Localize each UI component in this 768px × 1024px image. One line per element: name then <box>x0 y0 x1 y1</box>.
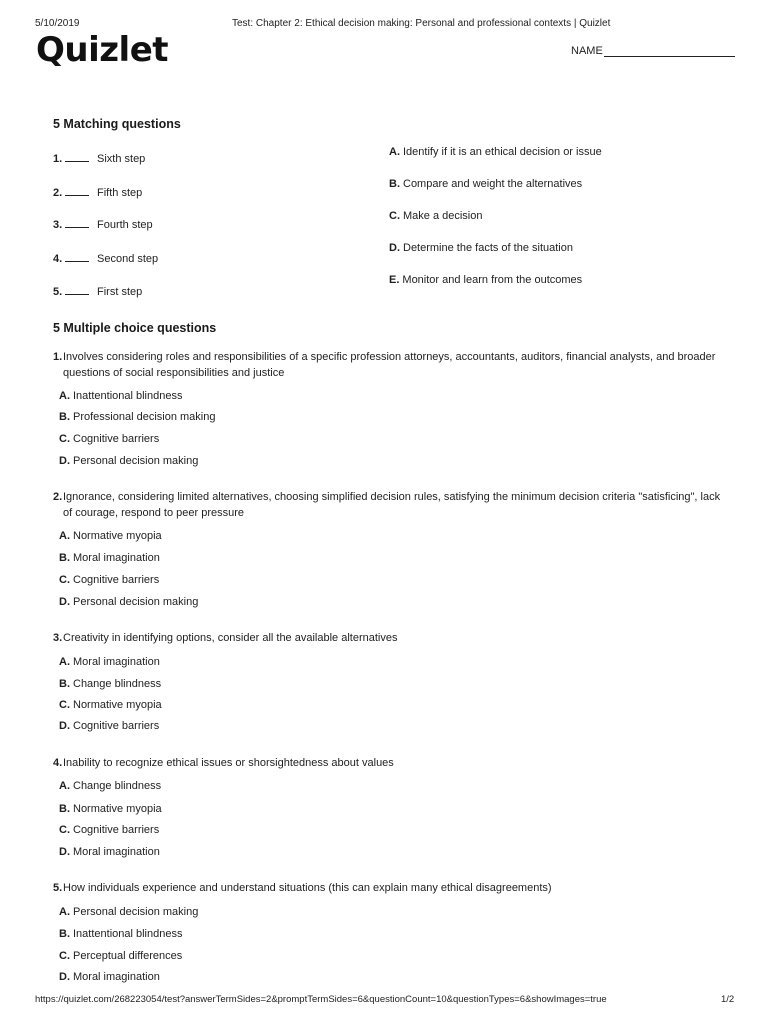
option-text: Cognitive barriers <box>73 574 160 586</box>
name-label: NAME <box>571 45 603 57</box>
question-number: 1. <box>53 351 63 363</box>
answer-blank[interactable] <box>65 185 89 196</box>
option-text: Normative myopia <box>73 530 162 542</box>
mc-option[interactable] <box>59 824 159 836</box>
option-letter: B. <box>59 928 70 940</box>
option-text: Inattentional blindness <box>73 390 183 402</box>
option-text: Cognitive barriers <box>73 433 160 445</box>
answer-text: Make a decision <box>403 210 483 222</box>
question-text: Inability to recognize ethical issues or shorsightedness about values <box>63 757 394 769</box>
option-letter: B. <box>59 803 70 815</box>
option-text: Normative myopia <box>73 803 162 815</box>
mc-option[interactable] <box>59 950 182 962</box>
matching-answer <box>389 146 602 158</box>
matching-answer <box>389 274 582 286</box>
mc-option[interactable] <box>59 780 161 792</box>
option-letter: B. <box>59 678 70 690</box>
mc-option[interactable] <box>59 530 162 542</box>
matching-item-term: Second step <box>97 253 159 265</box>
answer-blank[interactable] <box>65 217 89 228</box>
question-text: How individuals experience and understand situations (this can explain many ethical disagreements) <box>63 882 552 894</box>
mc-option[interactable] <box>59 433 159 445</box>
matching-heading: 5 Matching questions <box>53 117 181 131</box>
option-letter: C. <box>59 950 70 962</box>
matching-item-number: 3. <box>53 219 63 231</box>
answer-text: Monitor and learn from the outcomes <box>402 274 583 286</box>
mc-option[interactable] <box>59 574 159 586</box>
question-number: 5. <box>53 882 63 894</box>
option-text: Cognitive barriers <box>73 824 160 836</box>
question-text: Creativity in identifying options, consider all the available alternatives <box>63 632 398 644</box>
print-date: 5/10/2019 <box>35 18 80 29</box>
answer-blank[interactable] <box>65 284 89 295</box>
mc-option[interactable] <box>59 390 182 402</box>
question-text: Ignorance, considering limited alternatives, choosing simplified decision rules, satisfying the minimum decision criteria "satisficing", lack of courage, respond to peer pressure <box>63 491 721 519</box>
option-letter: C. <box>59 433 70 445</box>
matching-item-number: 5. <box>53 286 63 298</box>
matching-answer <box>389 178 582 190</box>
answer-letter: A. <box>389 146 400 158</box>
option-letter: A. <box>59 530 70 542</box>
mc-question <box>53 349 723 381</box>
option-letter: D. <box>59 971 70 983</box>
option-letter: B. <box>59 411 70 423</box>
question-number: 2. <box>53 491 63 503</box>
mc-option[interactable] <box>59 803 162 815</box>
mc-option[interactable] <box>59 455 198 467</box>
mc-option[interactable] <box>59 906 198 918</box>
answer-text: Identify if it is an ethical decision or issue <box>403 146 602 158</box>
answer-text: Determine the facts of the situation <box>403 242 573 254</box>
matching-item <box>53 251 158 265</box>
mc-question <box>53 880 723 896</box>
question-text: Involves considering roles and responsibilities of a specific profession attorneys, accountants, auditors, financial analysts, and broader questions of social responsibilities and justice <box>63 351 716 379</box>
matching-item-number: 1. <box>53 153 63 165</box>
name-blank-line[interactable] <box>604 44 735 57</box>
mc-option[interactable] <box>59 699 162 711</box>
option-text: Inattentional blindness <box>73 928 183 940</box>
option-letter: D. <box>59 720 70 732</box>
option-text: Personal decision making <box>73 455 199 467</box>
mc-option[interactable] <box>59 678 161 690</box>
mc-option[interactable] <box>59 411 215 423</box>
footer-page-number: 1/2 <box>721 994 735 1005</box>
matching-item <box>53 284 142 298</box>
option-text: Personal decision making <box>73 596 199 608</box>
option-text: Moral imagination <box>73 552 160 564</box>
option-text: Change blindness <box>73 678 162 690</box>
matching-answer <box>389 242 573 254</box>
option-letter: A. <box>59 656 70 668</box>
matching-answer <box>389 210 483 222</box>
option-text: Perceptual differences <box>73 950 183 962</box>
mc-question <box>53 489 723 521</box>
matching-item-term: First step <box>97 286 143 298</box>
mc-option[interactable] <box>59 720 159 732</box>
name-field[interactable] <box>571 44 735 57</box>
matching-item-term: Fifth step <box>97 187 143 199</box>
option-text: Moral imagination <box>73 846 160 858</box>
matching-item-term: Fourth step <box>97 219 153 231</box>
mc-option[interactable] <box>59 596 198 608</box>
mc-option[interactable] <box>59 928 182 940</box>
mc-question <box>53 755 723 771</box>
option-letter: C. <box>59 824 70 836</box>
answer-text: Compare and weight the alternatives <box>403 178 583 190</box>
question-number: 3. <box>53 632 63 644</box>
option-letter: A. <box>59 906 70 918</box>
option-text: Normative myopia <box>73 699 162 711</box>
answer-letter: D. <box>389 242 400 254</box>
option-text: Cognitive barriers <box>73 720 160 732</box>
mc-option[interactable] <box>59 971 160 983</box>
mc-question <box>53 630 723 646</box>
matching-item-number: 2. <box>53 187 63 199</box>
option-letter: C. <box>59 574 70 586</box>
option-text: Moral imagination <box>73 656 160 668</box>
mc-option[interactable] <box>59 846 160 858</box>
matching-item <box>53 217 153 231</box>
answer-letter: C. <box>389 210 400 222</box>
footer-url: https://quizlet.com/268223054/test?answerTermSides=2&promptTermSides=6&questionCount=10&questionTypes=6&showImages=true <box>35 994 607 1005</box>
answer-letter: E. <box>389 274 400 286</box>
matching-item-number: 4. <box>53 253 63 265</box>
print-title: Test: Chapter 2: Ethical decision making: Personal and professional contexts | Quizlet <box>232 18 611 29</box>
option-text: Moral imagination <box>73 971 160 983</box>
mc-option[interactable] <box>59 656 160 668</box>
option-text: Professional decision making <box>73 411 216 423</box>
option-text: Change blindness <box>73 780 162 792</box>
matching-item-term: Sixth step <box>97 153 146 165</box>
mc-option[interactable] <box>59 552 160 564</box>
matching-item <box>53 185 142 199</box>
option-letter: A. <box>59 390 70 402</box>
answer-blank[interactable] <box>65 151 89 162</box>
option-letter: B. <box>59 552 70 564</box>
answer-letter: B. <box>389 178 400 190</box>
question-number: 4. <box>53 757 63 769</box>
option-letter: C. <box>59 699 70 711</box>
option-letter: D. <box>59 846 70 858</box>
option-letter: D. <box>59 596 70 608</box>
quizlet-logo: Quizlet <box>36 30 169 70</box>
option-letter: A. <box>59 780 70 792</box>
matching-item <box>53 151 145 165</box>
answer-blank[interactable] <box>65 251 89 262</box>
option-text: Personal decision making <box>73 906 199 918</box>
multiple-choice-heading: 5 Multiple choice questions <box>53 321 217 335</box>
option-letter: D. <box>59 455 70 467</box>
